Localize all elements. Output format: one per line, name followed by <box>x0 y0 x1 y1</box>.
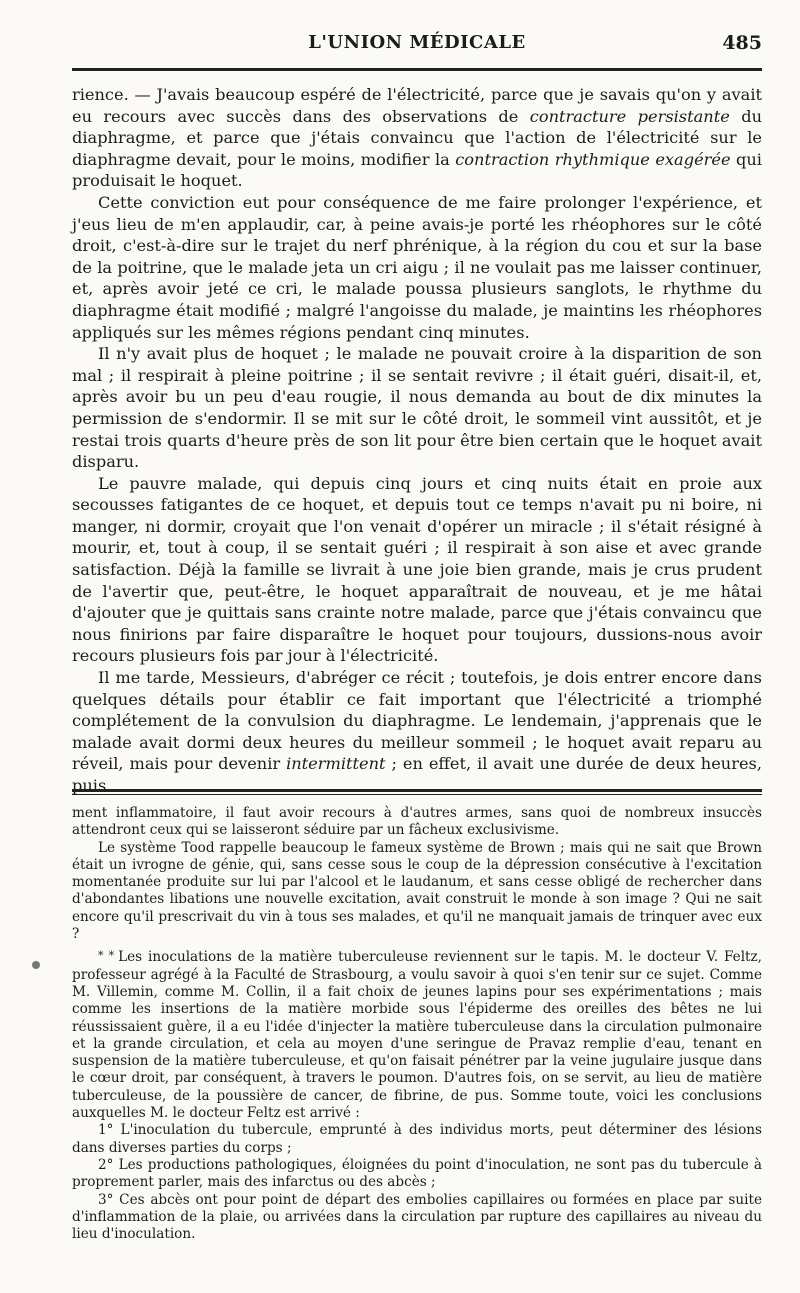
paragraph: Cette conviction eut pour conséquence de me faire prolonger l'expérience, et j'eus lieu de m'en applaudir, car, à peine avais-je porté les rhéophores sur le côté droit, c'est-à-dire sur le trajet du nerf phrénique, à la région du cou et sur la base de la poitrine, que le malade jeta un cri aigu ; il ne voulait pas me laisser continuer, et, après avoir jeté ce cri, le malade poussa plusieurs sanglots, le rhythme du diaphragme était modifié ; malgré l'angoisse du malade, je maintins les rhéophores appliqués sur les mêmes régions pendant cinq minutes. <box>72 192 762 342</box>
note-paragraph: 2° Les productions pathologiques, éloignées du point d'inoculation, ne sont pas du tubercule à proprement parler, mais des infarctus ou des abcès ; <box>72 1156 762 1191</box>
paragraph: Il me tarde, Messieurs, d'abréger ce récit ; toutefois, je dois entrer encore dans quelques détails pour établir ce fait important que l'électricité a triomphé complétement de la convulsion du diaphragme. Le lendemain, j'apprenais que le malade avait dormi deux heures du meilleur sommeil ; le hoquet avait reparu au réveil, mais pour devenir intermittent ; en effet, il avait une durée de deux heures, puis <box>72 668 762 795</box>
note-paragraph: Le système Tood rappelle beaucoup le fameux système de Brown ; mais qui ne sait que Brown était un ivrogne de génie, qui, sans cesse sous le coup de la dépression consécutive à l'excitation momentanée produite sur lui par l'alcool et le laudanum, et sans cesse obligé de rechercher dans d'abondantes libations une nouvelle excitation, avait construit le monde à son image ? Qui ne sait encore qu'il prescrivait du vin à tous ses malades, et qu'il ne manquait jamais de trinquer avec eux ? <box>72 839 762 943</box>
main-text <box>72 84 762 797</box>
paragraph: Il n'y avait plus de hoquet ; le malade ne pouvait croire à la disparition de son mal ; il respirait à pleine poitrine ; il se sentait revivre ; il était guéri, disait-il, et, après avoir bu un peu d'eau rougie, il nous demanda au bout de dix minutes la permission de s'endormir. Il se mit sur le côté droit, le sommeil vint aussitôt, et je restai trois quarts d'heure près de son lit pour être bien certain que le hoquet avait disparu. <box>72 344 762 472</box>
page-header <box>72 30 762 64</box>
note-paragraph: ment inflammatoire, il faut avoir recours à d'autres armes, sans quoi de nombreux insuccès attendront ceux qui se laisseront séduire par un fâcheux exclusivisme. <box>72 805 762 839</box>
margin-dot <box>32 961 40 969</box>
header-rule <box>72 68 762 71</box>
journal-title: L'UNION MÉDICALE <box>308 32 526 53</box>
paragraph: rience. — J'avais beaucoup espéré de l'électricité, parce que je savais qu'on y avait eu recours avec succès dans des observations de contracture persistante du diaphragme, et parce que j'étais convaincu que l'action de l'électricité sur le diaphragme devait, pour le moins, modifier la contraction rhythmique exagérée qui produisait le hoquet. <box>72 85 763 191</box>
asterism: * * <box>98 949 115 963</box>
paragraph: Le pauvre malade, qui depuis cinq jours et cinq nuits était en proie aux secousses fatigantes de ce hoquet, et depuis tout ce temps n'avait pu ni boire, ni manger, ni dormir, croyait que l'on venait d'opérer un miracle ; il s'était résigné à mourir, et, tout à coup, il se sentait guéri ; il respirait à son aise et avec grande satisfaction. Déjà la famille se livrait à une joie bien grande, mais je crus prudent de l'avertir que, peut-être, le hoquet apparaîtrait de nouveau, et je me hâtai d'ajouter que je quittais sans crainte notre malade, parce que j'étais convaincu que nous finirions par faire disparaître le hoquet pour toujours, dussions-nous avoir recours plusieurs fois par jour à l'électricité. <box>72 473 762 666</box>
page-number: 485 <box>722 32 762 54</box>
note-paragraph: 1° L'inoculation du tubercule, emprunté à des individus morts, peut déterminer des lésions dans diverses parties du corps ; <box>72 1122 762 1156</box>
section-separator <box>72 789 762 795</box>
note-paragraph: 3° Ces abcès ont pour point de départ des embolies capillaires ou formées en place par suite d'inflammation de la plaie, ou arrivées dans la circulation par rupture des capillaires au niveau du lieu d'inoculation. <box>72 1191 762 1243</box>
feuilleton-text <box>72 805 762 1243</box>
note-paragraph: * * Les inoculations de la matière tuberculeuse reviennent sur le tapis. M. le docteur V. Feltz, professeur agrégé à la Faculté de Strasbourg, a voulu savoir à quoi s'en tenir sur ce sujet. Comme M. Villemin, comme M. Collin, il a fait choix de jeunes lapins pour ses expérimentations ; mais comme les insertions de la matière morbide sous l'épiderme des oreilles des bêtes ne lui réussissaient guère, il a eu l'idée d'injecter la matière tuberculeuse dans la circulation pulmonaire et la grande circulation, et cela au moyen d'une seringue de Pravaz remplie d'eau, tenant en suspension de la matière tuberculeuse, et qu'on faisait pénétrer par la veine jugulaire jusque dans le cœur droit, par conséquent, à travers le poumon. D'autres fois, on se servit, au lieu de matière tuberculeuse, de la poussière de cancer, de fibrine, de pus. Somme toute, voici les conclusions auxquelles M. le docteur Feltz est arrivé : <box>72 949 762 1122</box>
